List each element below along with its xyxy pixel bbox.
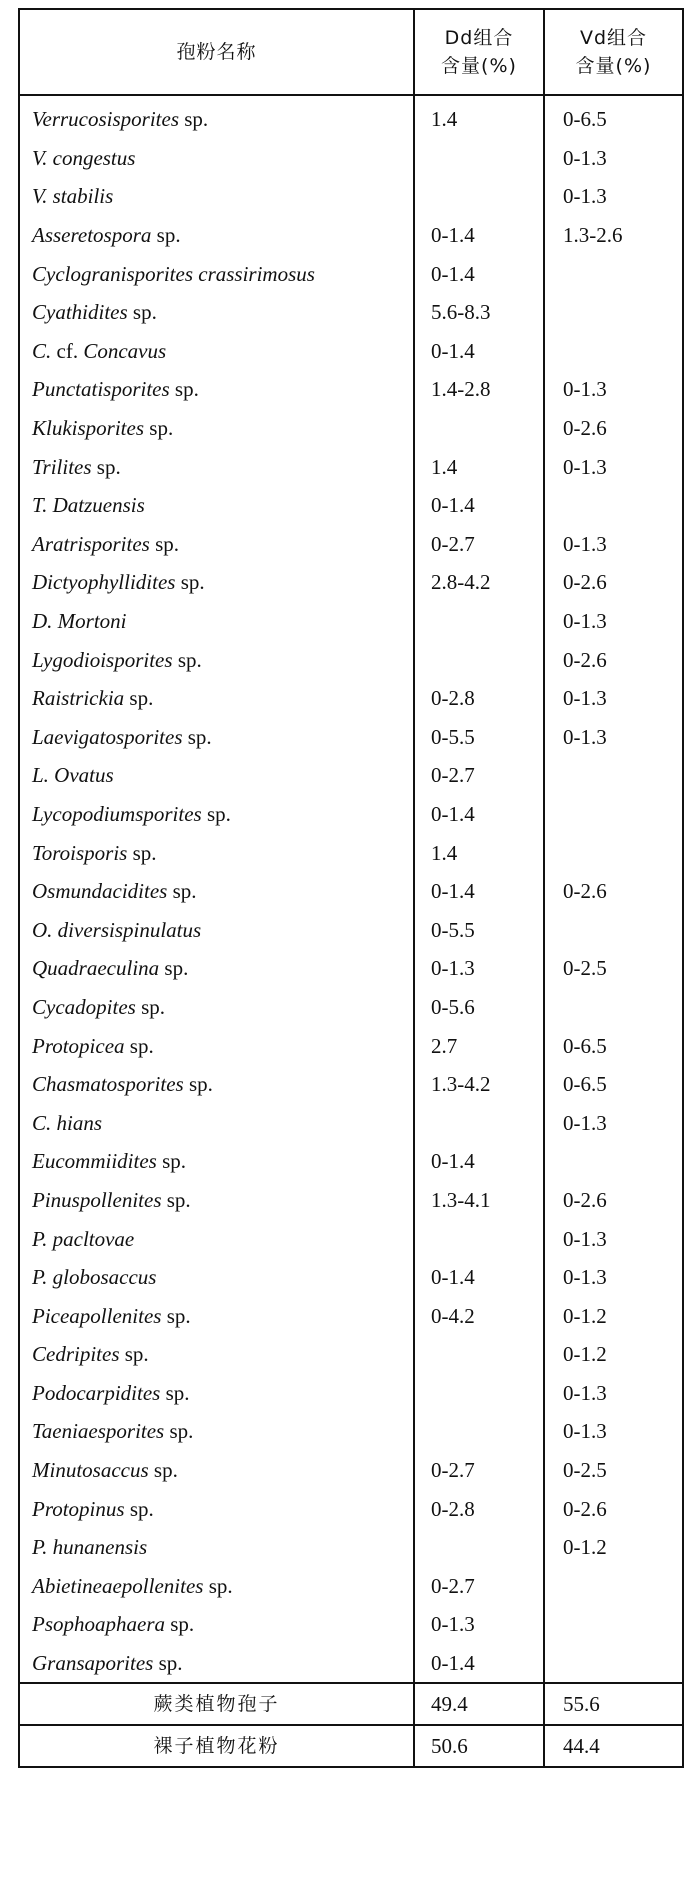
total-vd-value: 55.6	[544, 1683, 683, 1725]
table-row	[19, 447, 683, 486]
species-name-cell	[19, 139, 414, 178]
species-genus: Quadraeculina	[32, 956, 160, 981]
vd-value-cell	[544, 332, 683, 371]
table-row	[19, 409, 683, 448]
table-row	[19, 1644, 683, 1684]
species-genus: Cycadopites	[32, 994, 136, 1019]
total-dd-value: 50.6	[414, 1725, 544, 1767]
vd-value-cell: 0-2.6	[544, 563, 683, 602]
species-name-cell	[19, 254, 414, 293]
species-name-cell	[19, 1528, 414, 1567]
dd-value-cell: 0-5.6	[414, 988, 544, 1027]
vd-value-cell: 0-1.3	[544, 1374, 683, 1413]
vd-value-cell	[544, 293, 683, 332]
species-suffix: sp.	[164, 1419, 194, 1444]
species-suffix: sp.	[124, 686, 154, 711]
dd-value-cell: 0-2.7	[414, 1567, 544, 1606]
species-genus: P. globosaccus	[32, 1265, 157, 1290]
species-suffix: sp.	[161, 1303, 191, 1328]
dd-value-cell	[414, 139, 544, 178]
table-row	[19, 988, 683, 1027]
table-row	[19, 1142, 683, 1181]
table-row	[19, 254, 683, 293]
species-genus: O. diversispinulatus	[32, 917, 202, 942]
species-genus: Verrucosisporites	[32, 107, 179, 132]
vd-value-cell: 0-1.3	[544, 1219, 683, 1258]
vd-value-cell: 1.3-2.6	[544, 216, 683, 255]
dd-value-cell: 0-4.2	[414, 1296, 544, 1335]
dd-value-cell: 2.7	[414, 1026, 544, 1065]
table-row	[19, 679, 683, 718]
table-row	[19, 795, 683, 834]
species-suffix: sp.	[182, 724, 212, 749]
species-name-cell	[19, 795, 414, 834]
species-name-cell	[19, 679, 414, 718]
vd-value-cell: 0-6.5	[544, 95, 683, 139]
table-row	[19, 1567, 683, 1606]
species-suffix: sp.	[153, 1651, 183, 1676]
species-name-cell	[19, 332, 414, 371]
species-name-cell	[19, 602, 414, 641]
species-genus: Piceapollenites	[32, 1303, 162, 1328]
vd-value-cell	[544, 486, 683, 525]
header-dd-line2: 含量(%)	[441, 55, 517, 77]
dd-value-cell	[414, 1335, 544, 1374]
species-suffix: sp.	[144, 416, 174, 441]
dd-value-cell	[414, 1412, 544, 1451]
table-row	[19, 602, 683, 641]
table-row	[19, 833, 683, 872]
table-row	[19, 1605, 683, 1644]
dd-value-cell: 0-1.4	[414, 1644, 544, 1684]
dd-value-cell: 1.4	[414, 833, 544, 872]
species-name-cell	[19, 1335, 414, 1374]
dd-value-cell: 0-1.3	[414, 1605, 544, 1644]
dd-value-cell	[414, 177, 544, 216]
dd-value-cell	[414, 1528, 544, 1567]
table-row	[19, 486, 683, 525]
table-row	[19, 1412, 683, 1451]
species-genus: Chasmatosporites	[32, 1072, 184, 1097]
dd-value-cell: 0-1.4	[414, 216, 544, 255]
species-genus: Taeniaesporites	[32, 1419, 165, 1444]
species-suffix: sp.	[203, 1573, 233, 1598]
species-genus: Lygodioisporites	[32, 647, 173, 672]
vd-value-cell	[544, 1142, 683, 1181]
table-totals	[19, 1683, 683, 1767]
species-name-cell	[19, 1605, 414, 1644]
table-body	[19, 95, 683, 1683]
dd-value-cell: 0-5.5	[414, 910, 544, 949]
vd-value-cell: 0-6.5	[544, 1065, 683, 1104]
vd-value-cell: 0-1.3	[544, 525, 683, 564]
species-genus: V. congestus	[32, 145, 136, 170]
table-row	[19, 1258, 683, 1297]
table-row	[19, 1528, 683, 1567]
species-suffix: sp.	[172, 647, 202, 672]
species-name-cell	[19, 718, 414, 757]
table-row	[19, 525, 683, 564]
dd-value-cell: 0-1.4	[414, 872, 544, 911]
species-name-cell	[19, 293, 414, 332]
species-name-cell	[19, 756, 414, 795]
table-row	[19, 177, 683, 216]
header-dd-line1: Dd组合	[444, 27, 514, 49]
species-suffix: sp.	[151, 223, 181, 248]
species-genus: Minutosaccus	[32, 1458, 149, 1483]
species-name-cell	[19, 640, 414, 679]
species-genus: Osmundacidites	[32, 879, 168, 904]
species-name-cell	[19, 1374, 414, 1413]
species-genus: Psophoaphaera	[32, 1612, 165, 1637]
dd-value-cell: 1.3-4.1	[414, 1181, 544, 1220]
species-genus: Cedripites	[32, 1342, 120, 1367]
vd-value-cell: 0-1.3	[544, 1412, 683, 1451]
header-vd-line1: Vd组合	[579, 27, 648, 49]
vd-value-cell: 0-6.5	[544, 1026, 683, 1065]
species-suffix: sp.	[119, 1342, 149, 1367]
species-genus: C. hians	[32, 1110, 103, 1135]
table-row	[19, 1451, 683, 1490]
species-genus: D. Mortoni	[32, 609, 127, 634]
total-vd-value: 44.4	[544, 1725, 683, 1767]
table-row	[19, 1065, 683, 1104]
header-dd	[414, 9, 544, 95]
header-vd	[544, 9, 683, 95]
vd-value-cell	[544, 833, 683, 872]
vd-value-cell: 0-2.6	[544, 872, 683, 911]
species-genus: Podocarpidites	[32, 1380, 161, 1405]
species-name-cell	[19, 1451, 414, 1490]
vd-value-cell: 0-1.3	[544, 602, 683, 641]
table-row	[19, 1026, 683, 1065]
dd-value-cell: 0-2.8	[414, 1489, 544, 1528]
species-suffix: sp.	[161, 1187, 191, 1212]
species-genus: P. hunanensis	[32, 1535, 148, 1560]
species-genus: Pinuspollenites	[32, 1187, 162, 1212]
table-row	[19, 756, 683, 795]
vd-value-cell: 0-1.3	[544, 370, 683, 409]
dd-value-cell: 1.4	[414, 447, 544, 486]
species-genus: Abietineaepollenites	[32, 1573, 204, 1598]
vd-value-cell	[544, 254, 683, 293]
dd-value-cell: 0-1.4	[414, 332, 544, 371]
total-row	[19, 1683, 683, 1725]
dd-value-cell: 1.3-4.2	[414, 1065, 544, 1104]
species-suffix: sp.	[149, 531, 180, 556]
species-suffix: sp.	[175, 570, 205, 595]
species-name-cell	[19, 833, 414, 872]
species-epithet: Concavus	[83, 338, 167, 363]
vd-value-cell: 0-1.2	[544, 1296, 683, 1335]
species-genus: Laevigatosporites	[32, 724, 183, 749]
dd-value-cell	[414, 1219, 544, 1258]
table-row	[19, 1103, 683, 1142]
vd-value-cell: 0-1.3	[544, 447, 683, 486]
species-name-cell	[19, 988, 414, 1027]
species-name-cell	[19, 370, 414, 409]
sporopollen-table	[18, 8, 684, 1768]
table-row	[19, 332, 683, 371]
table-row	[19, 1335, 683, 1374]
species-name-cell	[19, 95, 414, 139]
species-name-cell	[19, 1219, 414, 1258]
species-suffix: sp.	[124, 1496, 154, 1521]
species-name-cell	[19, 872, 414, 911]
dd-value-cell: 1.4	[414, 95, 544, 139]
vd-value-cell: 0-1.2	[544, 1335, 683, 1374]
dd-value-cell: 0-1.4	[414, 1258, 544, 1297]
species-genus: Aratrisporites	[32, 531, 150, 556]
species-suffix: sp.	[156, 1149, 186, 1174]
table-row	[19, 872, 683, 911]
total-row	[19, 1725, 683, 1767]
species-genus: Toroisporis	[32, 840, 128, 865]
species-suffix: sp.	[127, 840, 157, 865]
species-name-cell	[19, 177, 414, 216]
vd-value-cell: 0-2.6	[544, 1181, 683, 1220]
species-name-cell	[19, 1489, 414, 1528]
dd-value-cell: 0-1.3	[414, 949, 544, 988]
species-name-cell	[19, 1258, 414, 1297]
vd-value-cell: 0-2.6	[544, 409, 683, 448]
species-name-cell	[19, 1181, 414, 1220]
vd-value-cell: 0-1.3	[544, 1103, 683, 1142]
species-suffix: sp.	[91, 454, 121, 479]
vd-value-cell: 0-2.6	[544, 1489, 683, 1528]
species-genus: Gransaporites	[32, 1651, 154, 1676]
species-name-cell	[19, 1567, 414, 1606]
table-row	[19, 95, 683, 139]
species-suffix: sp.	[148, 1458, 178, 1483]
species-name-cell	[19, 1065, 414, 1104]
species-name-cell	[19, 1644, 414, 1684]
species-genus: Asseretospora	[32, 223, 152, 248]
vd-value-cell: 0-1.2	[544, 1528, 683, 1567]
table-row	[19, 293, 683, 332]
dd-value-cell: 0-1.4	[414, 795, 544, 834]
species-suffix: sp.	[169, 377, 199, 402]
dd-value-cell: 0-1.4	[414, 1142, 544, 1181]
dd-value-cell: 0-1.4	[414, 486, 544, 525]
dd-value-cell: 0-2.7	[414, 1451, 544, 1490]
species-name-cell	[19, 1026, 414, 1065]
dd-value-cell	[414, 409, 544, 448]
species-genus: Dictyophyllidites	[32, 570, 176, 595]
dd-value-cell: 0-1.4	[414, 254, 544, 293]
dd-value-cell	[414, 1374, 544, 1413]
dd-value-cell: 0-2.8	[414, 679, 544, 718]
species-genus: C.	[32, 338, 52, 363]
total-label: 裸子植物花粉	[19, 1725, 414, 1767]
species-suffix: sp.	[179, 107, 209, 132]
species-genus: V. stabilis	[32, 184, 114, 209]
species-genus: L. Ovatus	[32, 763, 114, 788]
species-genus: Cyathidites	[32, 300, 128, 325]
table-row	[19, 910, 683, 949]
species-name-cell	[19, 1412, 414, 1451]
vd-value-cell	[544, 1567, 683, 1606]
vd-value-cell: 0-1.3	[544, 679, 683, 718]
species-genus: Lycopodiumsporites	[32, 801, 202, 826]
table-row	[19, 949, 683, 988]
species-name-cell	[19, 447, 414, 486]
species-genus: Cyclogranisporites crassirimosus	[32, 261, 315, 286]
vd-value-cell	[544, 795, 683, 834]
species-name-cell	[19, 409, 414, 448]
species-genus: Eucommiidites	[32, 1149, 157, 1174]
species-name-cell	[19, 1296, 414, 1335]
dd-value-cell: 0-2.7	[414, 525, 544, 564]
dd-value-cell	[414, 602, 544, 641]
dd-value-cell: 0-5.5	[414, 718, 544, 757]
vd-value-cell	[544, 1644, 683, 1684]
species-suffix: sp.	[135, 994, 165, 1019]
species-genus: Punctatisporites	[32, 377, 170, 402]
species-genus: Trilites	[32, 454, 92, 479]
vd-value-cell: 0-2.5	[544, 1451, 683, 1490]
species-suffix: sp.	[127, 300, 157, 325]
vd-value-cell: 0-1.3	[544, 1258, 683, 1297]
species-suffix: sp.	[183, 1072, 213, 1097]
table-row	[19, 718, 683, 757]
dd-value-cell: 2.8-4.2	[414, 563, 544, 602]
table-row	[19, 640, 683, 679]
vd-value-cell: 0-1.3	[544, 139, 683, 178]
species-genus: P. pacltovae	[32, 1226, 135, 1251]
species-suffix: cf.	[51, 338, 84, 363]
species-suffix: sp.	[159, 956, 189, 981]
species-name-cell	[19, 486, 414, 525]
total-label: 蕨类植物孢子	[19, 1683, 414, 1725]
species-name-cell	[19, 910, 414, 949]
dd-value-cell: 0-2.7	[414, 756, 544, 795]
species-name-cell	[19, 563, 414, 602]
table-row	[19, 1489, 683, 1528]
vd-value-cell: 0-1.3	[544, 177, 683, 216]
species-suffix: sp.	[201, 801, 231, 826]
header-name: 孢粉名称	[19, 9, 414, 95]
vd-value-cell: 0-2.5	[544, 949, 683, 988]
species-name-cell	[19, 216, 414, 255]
table-row	[19, 370, 683, 409]
table-row	[19, 1374, 683, 1413]
species-suffix: sp.	[124, 1033, 154, 1058]
species-genus: Klukisporites	[32, 416, 145, 441]
header-vd-line2: 含量(%)	[575, 55, 652, 77]
species-name-cell	[19, 1103, 414, 1142]
species-genus: T. Datzuensis	[32, 493, 145, 518]
species-suffix: sp.	[165, 1612, 195, 1637]
table-row	[19, 1181, 683, 1220]
species-genus: Protopinus	[32, 1496, 125, 1521]
species-name-cell	[19, 949, 414, 988]
dd-value-cell: 1.4-2.8	[414, 370, 544, 409]
total-dd-value: 49.4	[414, 1683, 544, 1725]
vd-value-cell	[544, 910, 683, 949]
vd-value-cell	[544, 1605, 683, 1644]
species-genus: Raistrickia	[32, 686, 125, 711]
dd-value-cell	[414, 640, 544, 679]
species-genus: Protopicea	[32, 1033, 125, 1058]
vd-value-cell: 0-1.3	[544, 718, 683, 757]
table-row	[19, 1296, 683, 1335]
table-row	[19, 1219, 683, 1258]
table-row	[19, 216, 683, 255]
vd-value-cell	[544, 756, 683, 795]
table-row	[19, 139, 683, 178]
vd-value-cell: 0-2.6	[544, 640, 683, 679]
vd-value-cell	[544, 988, 683, 1027]
species-suffix: sp.	[167, 879, 197, 904]
table-header-row	[19, 9, 683, 95]
dd-value-cell	[414, 1103, 544, 1142]
species-suffix: sp.	[160, 1380, 190, 1405]
species-name-cell	[19, 525, 414, 564]
dd-value-cell: 5.6-8.3	[414, 293, 544, 332]
table-row	[19, 563, 683, 602]
species-name-cell	[19, 1142, 414, 1181]
